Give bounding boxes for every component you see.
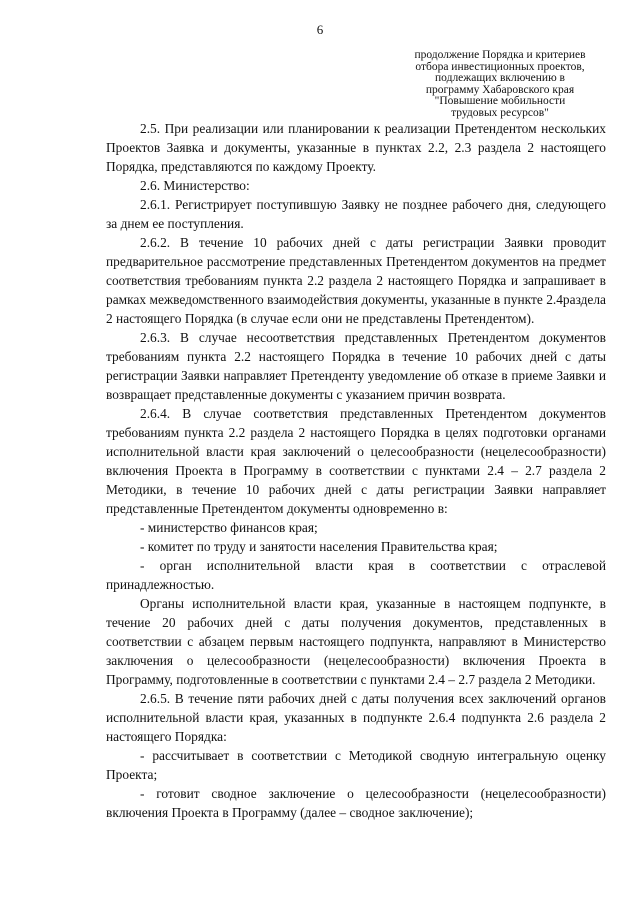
document-header-note — [400, 50, 600, 120]
list-item: - комитет по труду и занятости населения Правительства края; — [140, 539, 498, 554]
document-body — [106, 119, 606, 822]
header-note-line: трудовых ресурсов" — [451, 106, 549, 119]
header-note-line: программу Хабаровского края — [425, 83, 575, 96]
paragraph-2-5: 2.5. При реализации или планировании к реализации Претендентом нескольких Проектов Заявка и документы, указанные в пунктах 2.2, 2.3 раздела 2 настоящего Порядка, представляются по каждому Проекту. — [106, 121, 606, 174]
list-item: - орган исполнительной власти края в соответствии с отраслевой принадлежностью. — [106, 558, 606, 592]
paragraph-2-6-1: 2.6.1. Регистрирует поступившую Заявку не позднее рабочего дня, следующего за днем ее поступления. — [106, 197, 606, 231]
paragraph-2-6: 2.6. Министерство: — [140, 178, 250, 193]
list-item: - готовит сводное заключение о целесообразности (нецелесообразности) включения Проекта в Программу (далее – сводное заключение); — [106, 786, 606, 820]
header-note-line: подлежащих включению в — [435, 72, 565, 85]
paragraph-executive-bodies: Органы исполнительной власти края, указанные в настоящем подпункте, в течение 20 рабочих дней с даты получения документов, представленных в соответствии с абзацем первым настоящего подпункта, направляют в Министерство заключения о целесообразности (нецелесообразности) включения Проекта в Программу, подготовленные в соответствии с пунктами 2.4 – 2.7 раздела 2 Методики. — [106, 596, 606, 687]
header-note-line: продолжение Порядка и критериев — [414, 49, 586, 61]
list-item: - рассчитывает в соответствии с Методикой сводную интегральную оценку Проекта; — [106, 748, 606, 782]
paragraph-2-6-5: 2.6.5. В течение пяти рабочих дней с даты получения всех заключений органов исполнительной власти края, указанных в подпункте 2.6.4 подпункта 2.6 раздела 2 настоящего Порядка: — [106, 691, 606, 744]
header-note-line: "Повышение мобильности — [434, 95, 566, 108]
paragraph-2-6-3: 2.6.3. В случае несоответствия представленных Претендентом документов требованиям пункта 2.2 настоящего Порядка в течение 10 рабочих дней с даты регистрации Заявки направляет Претенденту уведомление об отказе в приеме Заявки и возвращает представленные документы с указанием причин возврата. — [106, 330, 606, 402]
list-item: - министерство финансов края; — [140, 520, 318, 535]
paragraph-2-6-4: 2.6.4. В случае соответствия представленных Претендентом документов требованиям пункта 2.2 раздела 2 настоящего Порядка в целях подготовки органами исполнительной власти края заключений о целесообразности (нецелесообразности) включения Проекта в Программу в соответствии с пунктами 2.4 – 2.7 раздела 2 Методики, в течение 10 рабочих дней с даты регистрации Заявки направляет представленные Претендентом документы одновременно в: — [106, 406, 606, 516]
header-note-line: отбора инвестиционных проектов, — [415, 60, 585, 73]
page-number: 6 — [316, 22, 324, 37]
paragraph-2-6-2: 2.6.2. В течение 10 рабочих дней с даты регистрации Заявки проводит предварительное рассмотрение представленных Претендентом документов на предмет соответствия требованиям пункта 2.2 раздела 2 настоящего Порядка и запрашивает в рамках межведомственного взаимодействия документы, указанные в пункте 2.4раздела 2 настоящего Порядка (в случае если они не представлены Претендентом). — [106, 235, 606, 326]
